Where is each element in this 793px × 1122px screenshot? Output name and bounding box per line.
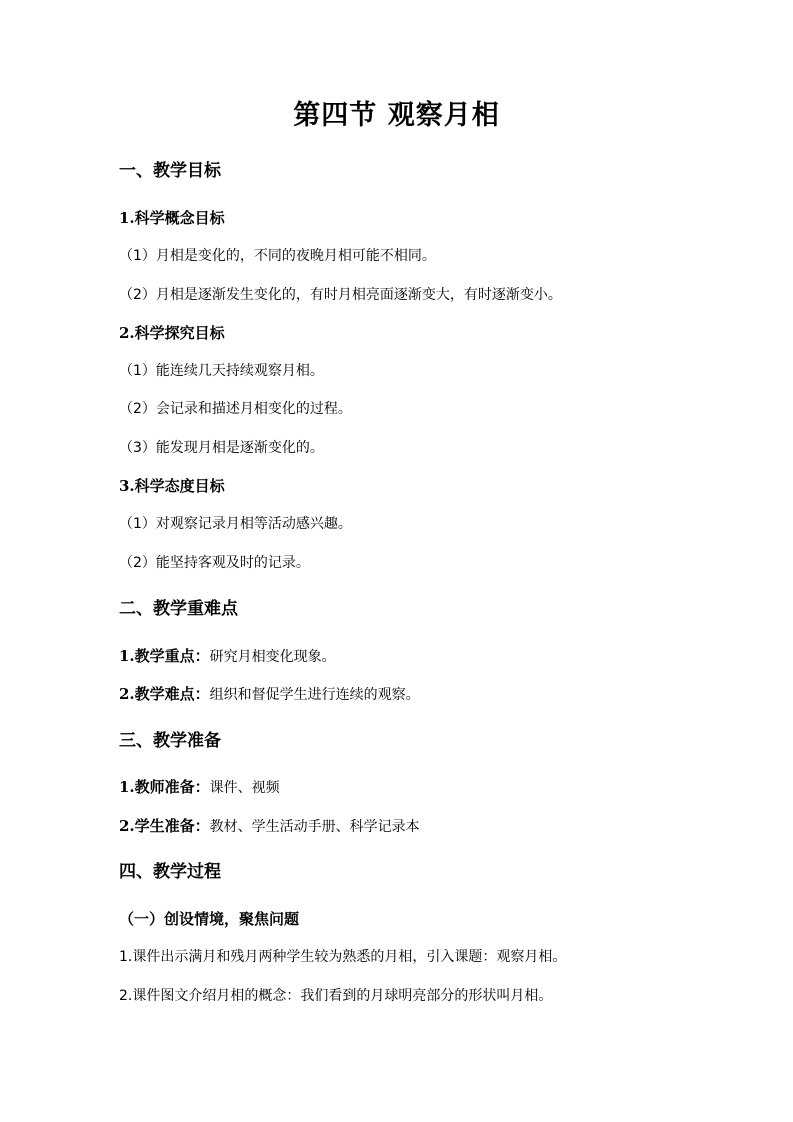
key-point-label: 1.教学重点： — [119, 647, 210, 665]
difficulty-line — [119, 683, 420, 706]
section-heading-preparation: 三、教学准备 — [119, 731, 221, 751]
list-item: （3）能发现月相是逐渐变化的。 — [119, 440, 324, 456]
list-item: （1）对观察记录月相等活动感兴趣。 — [119, 516, 352, 532]
section-heading-key-points: 二、教学重难点 — [119, 599, 238, 619]
teacher-prep-label: 1.教师准备： — [119, 778, 210, 796]
teacher-prep-text: 课件、视频 — [209, 780, 280, 796]
subheading-situation: （一）创设情境，聚焦问题 — [119, 910, 300, 928]
student-prep-label: 2.学生准备： — [119, 817, 210, 835]
key-point-text: 研究月相变化现象。 — [209, 649, 336, 665]
difficulty-label: 2.教学难点： — [119, 685, 210, 703]
list-item: （2）月相是逐渐发生变化的，有时月相亮面逐渐变大，有时逐渐变小。 — [119, 287, 562, 303]
key-point-line — [119, 645, 336, 668]
student-prep-line — [119, 815, 420, 838]
subheading-attitude-goals: 3.科学态度目标 — [119, 477, 225, 495]
list-item: 1.课件出示满月和残月两种学生较为熟悉的月相，引入课题：观察月相。 — [119, 949, 567, 965]
list-item: （2）能坚持客观及时的记录。 — [119, 555, 310, 571]
document-title: 第四节 观察月相 — [293, 100, 500, 131]
difficulty-text: 组织和督促学生进行连续的观察。 — [209, 687, 420, 703]
section-heading-process: 四、教学过程 — [119, 862, 221, 882]
list-item: （1）月相是变化的，不同的夜晚月相可能不相同。 — [119, 248, 436, 264]
list-item: 2.课件图文介绍月相的概念：我们看到的月球明亮部分的形状叫月相。 — [119, 988, 553, 1004]
section-heading-objectives: 一、教学目标 — [119, 161, 221, 181]
subheading-inquiry-goals: 2.科学探究目标 — [119, 324, 225, 342]
student-prep-text: 教材、学生活动手册、科学记录本 — [209, 819, 420, 835]
teacher-prep-line — [119, 776, 280, 799]
list-item: （2）会记录和描述月相变化的过程。 — [119, 401, 352, 417]
subheading-concept-goals: 1.科学概念目标 — [119, 209, 225, 227]
list-item: （1）能连续几天持续观察月相。 — [119, 363, 324, 379]
